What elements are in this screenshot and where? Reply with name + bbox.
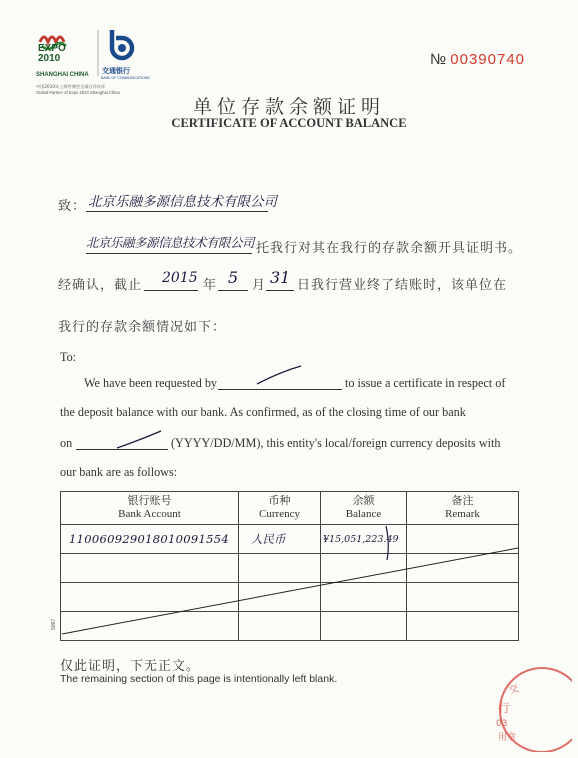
cancel-diagonal	[60, 540, 520, 640]
month-label: 月	[252, 278, 267, 293]
bank-seal-stamp	[480, 660, 572, 752]
side-code: 5097	[51, 618, 57, 630]
en-line3-a: on	[60, 436, 73, 450]
bank-name-en: BANK OF COMMUNICATIONS	[101, 76, 150, 80]
confirm-prefix: 经确认，截止	[58, 278, 143, 293]
year-label: 年	[203, 278, 218, 293]
title-cn: 单位存款余额证明	[192, 96, 385, 118]
expo-city: SHANGHAI CHINA	[36, 72, 89, 78]
balance-tick	[382, 524, 394, 568]
svg-text:用章: 用章	[498, 733, 517, 743]
year-value: 2015	[162, 270, 198, 286]
en-line2: the deposit balance with our bank. As confirmed, as of the closing time of our bank	[60, 405, 466, 419]
title-en: CERTIFICATE OF ACCOUNT BALANCE	[171, 116, 407, 130]
bank-name-cn: 交通银行	[102, 67, 130, 75]
header-remark: 备注 Remark	[407, 492, 519, 525]
en-line1-b: to issue a certificate in respect of	[345, 376, 506, 390]
bank-logo-icon	[100, 26, 140, 66]
svg-text:03: 03	[496, 719, 508, 729]
header-account: 银行账号 Bank Account	[61, 492, 239, 525]
header-balance: 余额 Balance	[321, 492, 407, 525]
end-note-en: The remaining section of this page is intentionally left blank.	[60, 673, 338, 685]
strike-mark-1	[255, 364, 305, 392]
table-header-row	[61, 492, 519, 525]
serial-number: № 00390740	[430, 51, 526, 68]
svg-text:交: 交	[507, 683, 521, 697]
cell-balance: ¥15,051,223.49	[321, 525, 407, 554]
company-handwritten: 北京乐融多源信息技术有限公司	[88, 194, 277, 210]
header-currency: 币种 Currency	[239, 492, 321, 525]
month-value: 5	[228, 268, 239, 287]
svg-text:行: 行	[498, 701, 511, 715]
en-line3-b: (YYYY/DD/MM), this entity's local/foreign currency deposits with	[171, 436, 501, 450]
day-suffix: 日我行营业终了结账时，该单位在	[297, 278, 508, 293]
en-line4: our bank are as follows:	[60, 465, 178, 479]
day-value: 31	[270, 268, 291, 287]
body-line3-cn: 我行的存款余额情况如下：	[58, 320, 227, 335]
cell-account: 110060929018010091554	[61, 525, 239, 554]
end-note-cn: 仅此证明，下无正文。	[60, 659, 201, 674]
to-label-en: To:	[60, 350, 77, 364]
partner-cn: 中国2010年上海世博会全球合作伙伴	[36, 84, 106, 89]
company-handwritten-2: 北京乐融多源信息技术有限公司	[86, 235, 255, 250]
en-line1-a: We have been requested by	[84, 376, 218, 390]
cell-currency: 人民币	[239, 525, 321, 554]
strike-mark-2	[115, 428, 165, 456]
partner-en: Global Partner of Expo 2010 Shanghai China	[36, 90, 120, 95]
expo-wordmark: EXPO 2010	[38, 43, 66, 64]
request-text: 托我行对其在我行的存款余额开具证明书。	[256, 241, 523, 256]
to-label-cn: 致：	[58, 199, 87, 214]
